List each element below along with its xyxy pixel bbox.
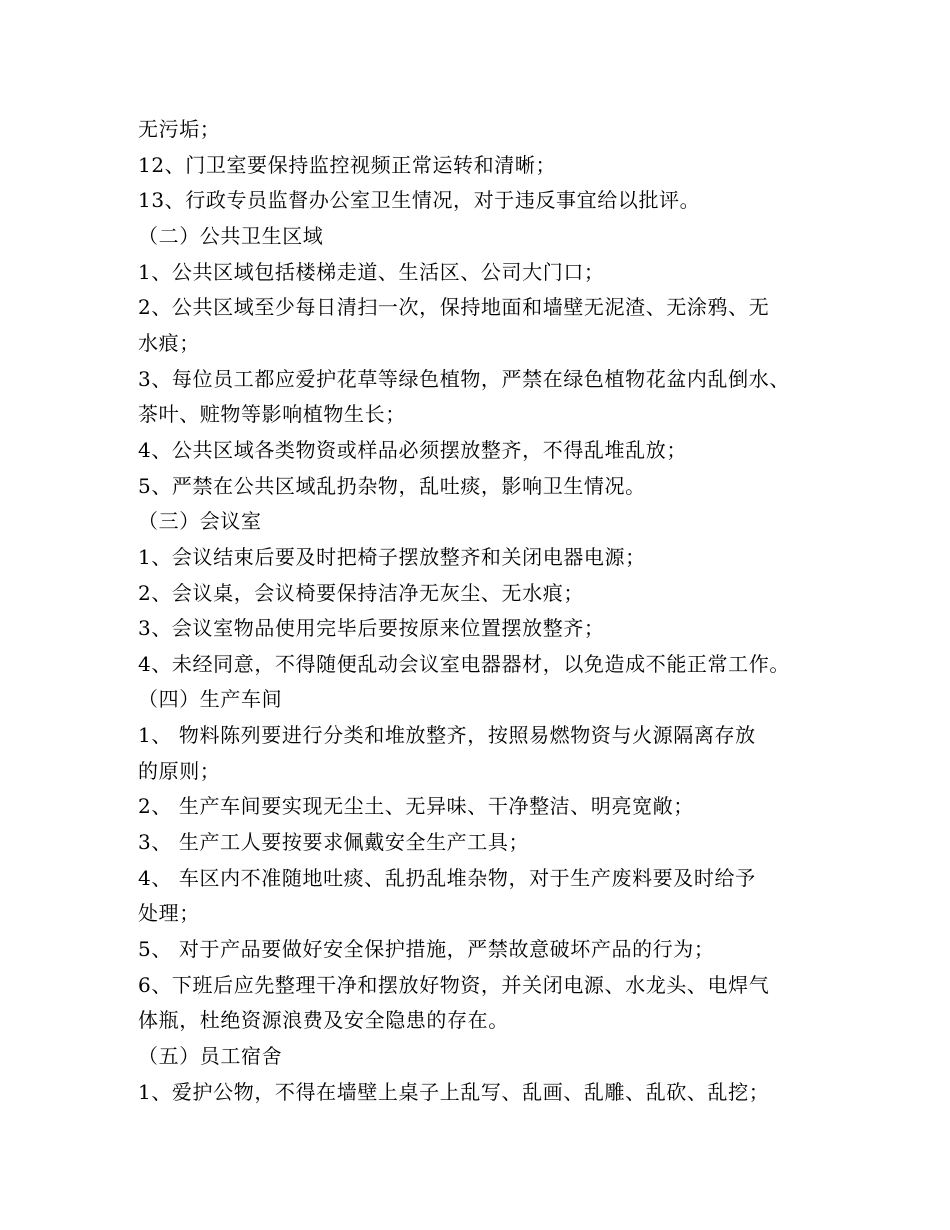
text-line: 处理；	[138, 901, 200, 925]
text-line: 5、 对于产品要做好安全保护措施，严禁故意破坏产品的行为；	[138, 937, 715, 961]
section-heading: （二）公共卫生区域	[138, 224, 324, 248]
text-line: 12、门卫室要保持监控视频正常运转和清晰；	[138, 153, 557, 177]
text-line: 3、 生产工人要按要求佩戴安全生产工具；	[138, 830, 530, 854]
text-line: 4、未经同意，不得随便乱动会议室电器器材，以免造成不能正常工作。	[138, 652, 790, 676]
text-line: 无污垢；	[138, 117, 221, 141]
text-line: 的原则；	[138, 759, 221, 783]
text-line: 6、下班后应先整理干净和摆放好物资，并关闭电源、水龙头、电焊气	[138, 973, 770, 997]
text-line: 茶叶、赃物等影响植物生长；	[138, 402, 406, 426]
text-line: 4、公共区域各类物资或样品必须摆放整齐，不得乱堆乱放；	[138, 438, 687, 462]
text-line: 1、会议结束后要及时把椅子摆放整齐和关闭电器电源；	[138, 545, 646, 569]
text-line: 3、会议室物品使用完毕后要按原来位置摆放整齐；	[138, 616, 605, 640]
text-line: 4、 车区内不准随地吐痰、乱扔乱堆杂物，对于生产废料要及时给予	[138, 866, 756, 890]
text-line: 2、公共区域至少每日清扫一次，保持地面和墙壁无泥渣、无涂鸦、无	[138, 295, 770, 319]
section-heading: （三）会议室	[138, 509, 262, 533]
section-heading: （五）员工宿舍	[138, 1044, 283, 1068]
text-line: 1、爱护公物，不得在墙壁上桌子上乱写、乱画、乱雕、乱砍、乱挖；	[138, 1080, 770, 1104]
section-heading: （四）生产车间	[138, 687, 283, 711]
text-line: 2、会议桌，会议椅要保持洁净无灰尘、无水痕；	[138, 581, 584, 605]
text-line: 2、 生产车间要实现无尘土、无异味、干净整洁、明亮宽敞；	[138, 794, 694, 818]
text-line: 1、 物料陈列要进行分类和堆放整齐，按照易燃物资与火源隔离存放	[138, 723, 756, 747]
text-line: 3、每位员工都应爱护花草等绿色植物，严禁在绿色植物花盆内乱倒水、	[138, 367, 790, 391]
text-line: 1、公共区域包括楼梯走道、生活区、公司大门口；	[138, 260, 605, 284]
text-line: 体瓶，杜绝资源浪费及安全隐患的存在。	[138, 1008, 509, 1032]
text-line: 5、严禁在公共区域乱扔杂物，乱吐痰，影响卫生情况。	[138, 474, 646, 498]
text-line: 13、行政专员监督办公室卫生情况，对于违反事宜给以批评。	[138, 188, 701, 212]
text-line: 水痕；	[138, 331, 200, 355]
